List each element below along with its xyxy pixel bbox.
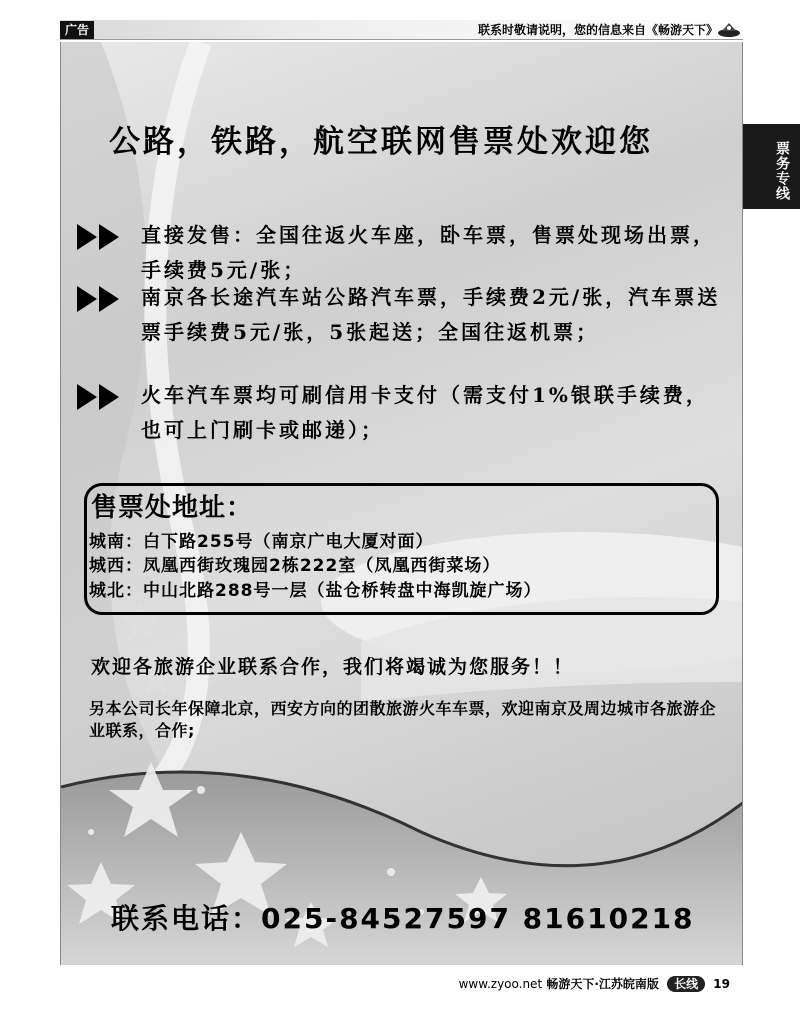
double-arrow-icon	[75, 222, 125, 252]
double-arrow-icon	[75, 382, 125, 412]
address-line: 城南：白下路255号（南京广电大厦对面）	[89, 532, 434, 552]
info-paragraph: 另本公司长年保障北京，西安方向的团散旅游火车车票，欢迎南京及周边城市各旅游企业联系，合作;	[89, 699, 717, 740]
ad-tag: 广告	[60, 21, 94, 39]
double-arrow-icon	[75, 284, 125, 314]
address-line: 城北：中山北路288号一层（盐仓桥转盘中海凯旋广场）	[89, 581, 542, 601]
footer	[459, 976, 730, 992]
bullet-text: 火车汽车票均可刷信用卡支付（需支付1%银联手续费，也可上门刷卡或邮递）；	[141, 383, 709, 442]
page-number: 19	[713, 977, 730, 991]
header-note: 联系时敬请说明，您的信息来自《畅游天下》	[477, 23, 718, 37]
footer-section-badge: 长线	[667, 976, 705, 992]
publication-logo-icon	[716, 21, 742, 39]
welcome-slogan: 欢迎各旅游企业联系合作，我们将竭诚为您服务！！	[91, 656, 575, 678]
side-tab-ticketing: 票务专线	[743, 124, 800, 209]
ad-panel	[60, 42, 743, 965]
footer-publication: 畅游天下·江苏皖南版	[546, 977, 659, 991]
bullet-text: 南京各长途汽车站公路汽车票，手续费2元/张，汽车票送票手续费5元/张，5张起送；全国往返机票；	[141, 285, 721, 344]
contact-phone: 联系电话：025-84527597 81610218	[111, 902, 695, 935]
footer-website: www.zyoo.net	[458, 977, 543, 991]
address-line: 城西：凤凰西街玫瑰园2栋222室（凤凰西街菜场）	[89, 556, 501, 576]
headline: 公路，铁路，航空联网售票处欢迎您	[109, 124, 653, 160]
address-title: 售票处地址：	[91, 493, 254, 523]
bullet-text: 直接发售：全国往返火车座，卧车票，售票处现场出票，手续费5元/张；	[141, 223, 716, 282]
